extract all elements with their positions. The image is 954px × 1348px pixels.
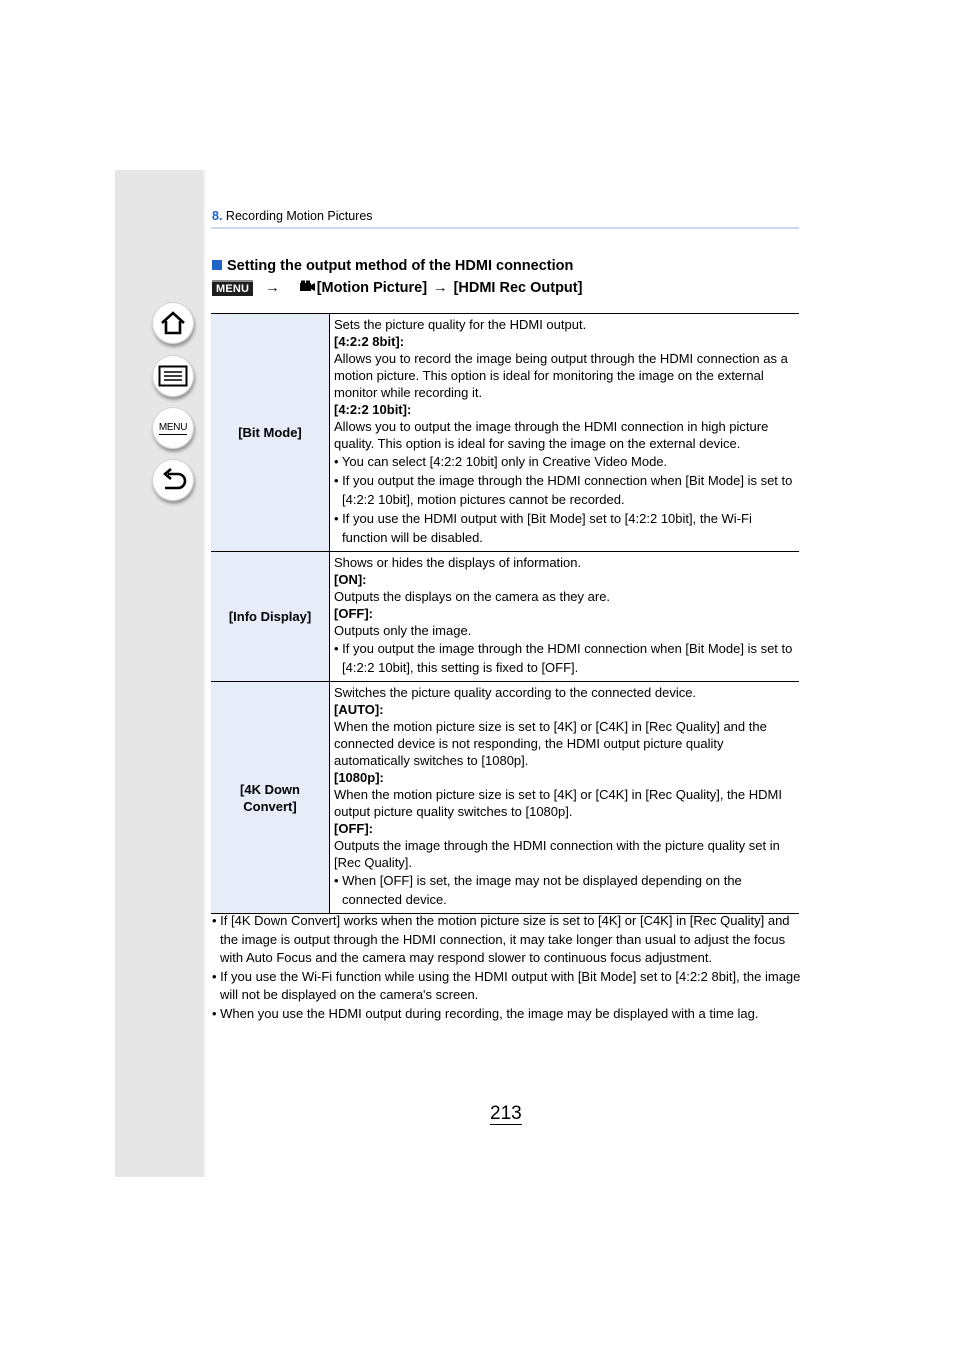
breadcrumb bbox=[212, 209, 373, 223]
desc-text: Allows you to output the image through the HDMI connection in high picture quality. This option is ideal for saving the image on the external device. bbox=[334, 419, 769, 451]
section-title bbox=[212, 258, 573, 274]
chapter-number: 8. bbox=[212, 209, 223, 223]
menu-item-motion-picture: [Motion Picture] bbox=[316, 280, 428, 296]
page-number: 213 bbox=[490, 1103, 522, 1124]
menu-path bbox=[212, 280, 582, 296]
option-heading: [4:2:2 10bit]: bbox=[334, 402, 412, 417]
header-rule bbox=[211, 227, 799, 229]
option-heading: [AUTO]: bbox=[334, 702, 384, 717]
row-description bbox=[330, 552, 800, 682]
bullet-note: • If you use the HDMI output with [Bit Mode] set to [4:2:2 10bit], the Wi-Fi function will be disabled. bbox=[334, 511, 752, 545]
square-bullet-icon bbox=[212, 260, 222, 270]
bullet-note: • If you output the image through the HDMI connection when [Bit Mode] is set to [4:2:2 10bit], this setting is fixed to [OFF]. bbox=[334, 641, 793, 675]
submenu-item-hdmi-rec-output: [HDMI Rec Output] bbox=[453, 280, 583, 296]
arrow-1: → bbox=[265, 280, 280, 296]
chapter-title: Recording Motion Pictures bbox=[225, 209, 373, 223]
row-label-line: Convert] bbox=[243, 798, 297, 814]
menu-icon: MENU bbox=[158, 421, 188, 433]
bullet-note: • You can select [4:2:2 10bit] only in Creative Video Mode. bbox=[334, 454, 668, 469]
row-label: [Bit Mode] bbox=[211, 314, 330, 552]
option-heading: [4:2:2 8bit]: bbox=[334, 334, 405, 349]
option-heading: [OFF]: bbox=[334, 821, 373, 836]
row-label bbox=[211, 682, 330, 914]
back-button[interactable] bbox=[152, 459, 194, 501]
option-heading: [1080p]: bbox=[334, 770, 384, 785]
desc-text: Shows or hides the displays of information. bbox=[334, 555, 582, 570]
desc-text: When the motion picture size is set to [4K] or [C4K] in [Rec Quality] and the connected device is not responding, the HDMI output picture quality automatically switches to [1080p]. bbox=[334, 719, 767, 768]
option-heading: [OFF]: bbox=[334, 606, 373, 621]
desc-text: Outputs the image through the HDMI connection with the picture quality set in [Rec Quality]. bbox=[334, 838, 780, 870]
desc-text: Sets the picture quality for the HDMI output. bbox=[334, 317, 587, 332]
arrow-2: → bbox=[433, 280, 448, 296]
row-label: [Info Display] bbox=[211, 552, 330, 682]
settings-table bbox=[211, 313, 799, 914]
section-title-text: Setting the output method of the HDMI connection bbox=[227, 258, 574, 274]
back-arrow-icon bbox=[159, 467, 187, 493]
notes-list bbox=[212, 912, 802, 1023]
home-icon bbox=[159, 310, 187, 336]
motion-picture-icon bbox=[300, 280, 315, 296]
desc-text: Switches the picture quality according to the connected device. bbox=[334, 685, 697, 700]
option-heading: [ON]: bbox=[334, 572, 367, 587]
table-row bbox=[211, 682, 799, 914]
desc-text: Outputs only the image. bbox=[334, 623, 472, 638]
note-item: • When you use the HDMI output during recording, the image may be displayed with a time lag. bbox=[212, 1005, 759, 1021]
desc-text: Allows you to record the image being output through the HDMI connection as a motion picture. This option is ideal for monitoring the image on the external monitor while recording it. bbox=[334, 351, 788, 400]
row-description bbox=[330, 314, 800, 552]
row-description bbox=[330, 682, 800, 914]
sidebar-divider bbox=[203, 170, 205, 1177]
table-row bbox=[211, 552, 799, 682]
contents-button[interactable] bbox=[152, 355, 194, 397]
bullet-note: • If you output the image through the HDMI connection when [Bit Mode] is set to [4:2:2 10bit], motion pictures cannot be recorded. bbox=[334, 473, 793, 507]
row-label-line: [4K Down bbox=[240, 781, 300, 797]
menu-button[interactable] bbox=[152, 407, 194, 449]
note-item: • If [4K Down Convert] works when the motion picture size is set to [4K] or [C4K] in [Rec Quality] and the image is output through the HDMI connection, it may take longer than usual to adjust the focus with Auto Focus and the camera may respond slower to continuous focus adjustment. bbox=[212, 913, 790, 965]
menu-badge: MENU bbox=[212, 280, 253, 296]
home-button[interactable] bbox=[152, 302, 194, 344]
desc-text: Outputs the displays on the camera as they are. bbox=[334, 589, 611, 604]
note-item: • If you use the Wi-Fi function while using the HDMI output with [Bit Mode] set to [4:2:2 8bit], the image will not be displayed on the camera's screen. bbox=[212, 968, 801, 1002]
desc-text: When the motion picture size is set to [4K] or [C4K] in [Rec Quality], the HDMI output picture quality switches to [1080p]. bbox=[334, 787, 782, 819]
table-row bbox=[211, 314, 799, 552]
bullet-note: • When [OFF] is set, the image may not be displayed depending on the connected device. bbox=[334, 873, 742, 907]
list-icon bbox=[158, 365, 188, 387]
